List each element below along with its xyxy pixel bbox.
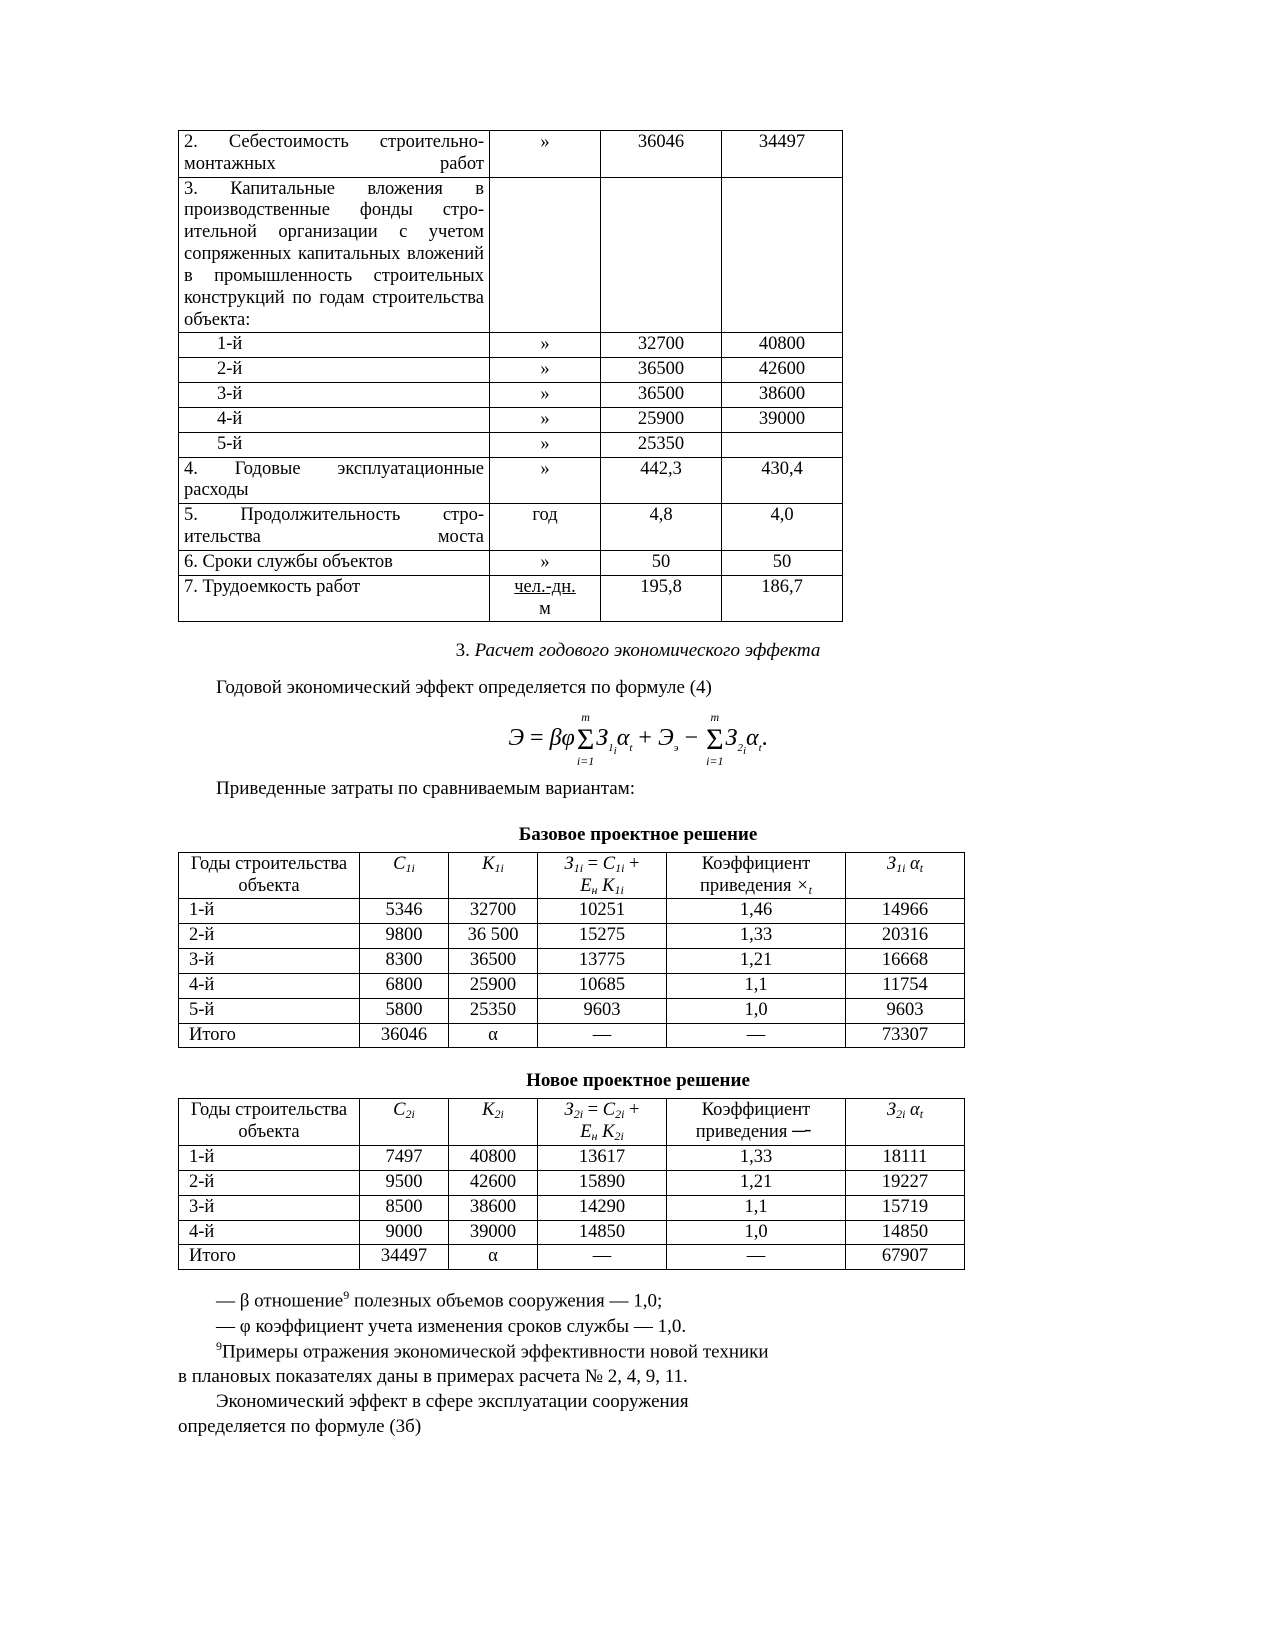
base-table-caption: Базовое проектное решение <box>518 823 758 845</box>
table-header-row <box>179 852 965 899</box>
row-value-base: 50 <box>601 550 722 575</box>
row-value-new: 39000 <box>722 407 843 432</box>
header-k: $K_{2i}$ <box>449 1099 538 1146</box>
row-value-new: 34497 <box>722 131 843 178</box>
cell-year: 5-й <box>179 998 360 1023</box>
table-row <box>179 177 843 333</box>
cell-year: 1-й <box>179 899 360 924</box>
cell-total-k: α <box>449 1023 538 1048</box>
cell-total-label: Итого <box>179 1023 360 1048</box>
row-value-base: 4,8 <box>601 504 722 551</box>
cell-k: 25900 <box>449 973 538 998</box>
row-label: 7. Трудоемкость работ <box>179 575 490 622</box>
footnote-marker: 9 <box>216 1338 222 1353</box>
cell-year: 2-й <box>179 924 360 949</box>
header-z: $З_{1i} = C_{1i}$ + $Е_н$ $K_{1i}$ <box>538 852 667 899</box>
cell-total-c: 34497 <box>360 1245 449 1270</box>
row-label: 1-й <box>179 333 490 358</box>
table-row <box>179 407 843 432</box>
table-total-row <box>179 1245 965 1270</box>
cell-total-za: 67907 <box>846 1245 965 1270</box>
row-label: 4. Годовые эксплуатационные расходы <box>179 457 490 504</box>
cell-k: 25350 <box>449 998 538 1023</box>
new-table-head <box>179 1099 965 1146</box>
table-row <box>179 1195 965 1220</box>
base-table-head <box>179 852 965 899</box>
table-row <box>179 131 843 178</box>
new-table-body <box>179 1146 965 1270</box>
cell-z: 15275 <box>538 924 667 949</box>
footnote-marker: 9 <box>343 1288 350 1303</box>
header-coef: Коэффициент приведения $\times_t$ <box>667 852 846 899</box>
table-row <box>179 333 843 358</box>
cell-c: 9000 <box>360 1220 449 1245</box>
row-value-base <box>601 177 722 333</box>
table-row <box>179 1146 965 1171</box>
intro-paragraph: Годовой экономический эффект определяется по формуле (4) <box>216 677 712 699</box>
new-solution-table <box>178 1098 965 1270</box>
header-c: $C_{1i}$ <box>360 852 449 899</box>
cell-coef: 1,0 <box>667 1220 846 1245</box>
new-table-caption: Новое проектное решение <box>526 1070 750 1092</box>
row-label: 2. Себестоимость строительно-монтажных работ <box>179 131 490 178</box>
cell-za: 9603 <box>846 998 965 1023</box>
cell-total-coef: — <box>667 1023 846 1048</box>
cell-total-coef: — <box>667 1245 846 1270</box>
section-number: 3. <box>455 640 470 662</box>
closing-paragraph-continuation: определяется по формуле (3б) <box>178 1416 422 1438</box>
table-row <box>179 432 843 457</box>
row-value-new: 186,7 <box>722 575 843 622</box>
cell-c: 7497 <box>360 1146 449 1171</box>
base-table-body <box>179 899 965 1048</box>
cell-za: 15719 <box>846 1195 965 1220</box>
row-value-base: 36500 <box>601 358 722 383</box>
cell-za: 16668 <box>846 949 965 974</box>
row-unit: год <box>490 504 601 551</box>
row-unit: » <box>490 383 601 408</box>
header-years: Годы строительства объекта <box>179 852 360 899</box>
header-c: $C_{2i}$ <box>360 1099 449 1146</box>
footnote-text: Примеры отражения экономической эффективности новой техники <box>222 1341 769 1362</box>
cell-year: 3-й <box>179 1195 360 1220</box>
cell-coef: 1,33 <box>667 924 846 949</box>
cell-coef: 1,1 <box>667 1195 846 1220</box>
cell-za: 11754 <box>846 973 965 998</box>
cell-z: 10685 <box>538 973 667 998</box>
cell-za: 14850 <box>846 1220 965 1245</box>
header-coef: Коэффициент приведения ─╴ <box>667 1099 846 1146</box>
cell-total-z: — <box>538 1245 667 1270</box>
header-years: Годы строительства объекта <box>179 1099 360 1146</box>
row-unit: » <box>490 432 601 457</box>
cell-z: 13775 <box>538 949 667 974</box>
row-value-base: 25350 <box>601 432 722 457</box>
cell-coef: 1,1 <box>667 973 846 998</box>
footnote-continuation: в плановых показателях даны в примерах расчета № 2, 4, 9, 11. <box>178 1366 688 1388</box>
row-label: 2-й <box>179 358 490 383</box>
cell-c: 8500 <box>360 1195 449 1220</box>
table-row <box>179 575 843 622</box>
cell-z: 14290 <box>538 1195 667 1220</box>
cell-year: 1-й <box>179 1146 360 1171</box>
cell-k: 39000 <box>449 1220 538 1245</box>
section-heading <box>178 640 1098 662</box>
cell-c: 9800 <box>360 924 449 949</box>
table-row <box>179 949 965 974</box>
row-label: 5-й <box>179 432 490 457</box>
table-row <box>179 383 843 408</box>
cell-z: 14850 <box>538 1220 667 1245</box>
sigma-icon: Σ m i=1 <box>706 710 724 769</box>
row-value-base: 32700 <box>601 333 722 358</box>
table-row <box>179 998 965 1023</box>
row-label: 6. Сроки службы объектов <box>179 550 490 575</box>
document-page <box>178 130 1098 1439</box>
formula-main: Э = βφΣ m i=1 $З_{1_i}\alpha_t + Э_э - \Sigma$ m i=1 $З_{2_i}\alpha_t$. <box>508 710 768 769</box>
table-row <box>179 899 965 924</box>
row-value-new: 430,4 <box>722 457 843 504</box>
row-unit: » <box>490 457 601 504</box>
row-unit-main: чел.-дн. <box>514 576 576 597</box>
cell-za: 18111 <box>846 1146 965 1171</box>
row-value-new: 42600 <box>722 358 843 383</box>
cell-za: 20316 <box>846 924 965 949</box>
cell-z: 13617 <box>538 1146 667 1171</box>
cell-z: 9603 <box>538 998 667 1023</box>
base-solution-table <box>178 852 965 1049</box>
cell-k: 36500 <box>449 949 538 974</box>
table-row <box>179 924 965 949</box>
row-unit: » <box>490 131 601 178</box>
cell-k: 36 500 <box>449 924 538 949</box>
cell-coef: 1,21 <box>667 1170 846 1195</box>
row-label: 3. Капитальные вложения в производственные фонды стро-ительной организации с учетом сопряженных капитальных вложений в промышленность строительных конструкций по годам строительства объекта: <box>179 177 490 333</box>
table-row <box>179 550 843 575</box>
cell-k: 38600 <box>449 1195 538 1220</box>
cell-k: 40800 <box>449 1146 538 1171</box>
note-beta <box>178 1288 1098 1313</box>
cell-total-k: α <box>449 1245 538 1270</box>
row-unit: » <box>490 333 601 358</box>
row-value-base: 36500 <box>601 383 722 408</box>
row-value-base: 25900 <box>601 407 722 432</box>
notes-block <box>178 1288 1098 1439</box>
row-unit <box>490 177 601 333</box>
cell-year: 3-й <box>179 949 360 974</box>
cell-c: 8300 <box>360 949 449 974</box>
footnote-line <box>178 1339 1098 1364</box>
table-total-row <box>179 1023 965 1048</box>
row-value-new: 40800 <box>722 333 843 358</box>
cell-k: 32700 <box>449 899 538 924</box>
header-za: $З_{2i}$ $\alpha_t$ <box>846 1099 965 1146</box>
row-label: 4-й <box>179 407 490 432</box>
table-row <box>179 1220 965 1245</box>
row-label: 3-й <box>179 383 490 408</box>
cell-z: 15890 <box>538 1170 667 1195</box>
note-beta-rest: полезных объемов сооружения — 1,0; <box>349 1290 663 1312</box>
header-k: $K_{1i}$ <box>449 852 538 899</box>
note-beta-text: — β отношение <box>216 1290 344 1312</box>
row-unit: » <box>490 358 601 383</box>
cell-c: 5346 <box>360 899 449 924</box>
row-unit <box>490 575 601 622</box>
cell-k: 42600 <box>449 1170 538 1195</box>
cell-coef: 1,0 <box>667 998 846 1023</box>
header-za: $З_{1i}$ $\alpha_t$ <box>846 852 965 899</box>
cell-total-za: 73307 <box>846 1023 965 1048</box>
note-phi: — φ коэффициент учета изменения сроков службы — 1,0. <box>216 1315 687 1337</box>
indicators-table-body <box>179 131 843 622</box>
row-value-new: 38600 <box>722 383 843 408</box>
header-z: $З_{2i} = C_{2i}$ + $Е_н$ $K_{2i}$ <box>538 1099 667 1146</box>
table-header-row <box>179 1099 965 1146</box>
after-formula-paragraph: Приведенные затраты по сравниваемым вариантам: <box>216 778 635 800</box>
row-value-new <box>722 177 843 333</box>
cell-z: 10251 <box>538 899 667 924</box>
indicators-table <box>178 130 843 622</box>
cell-coef: 1,33 <box>667 1146 846 1171</box>
cell-coef: 1,21 <box>667 949 846 974</box>
cell-c: 6800 <box>360 973 449 998</box>
cell-year: 4-й <box>179 1220 360 1245</box>
row-unit: » <box>490 407 601 432</box>
row-value-new: 50 <box>722 550 843 575</box>
table-row <box>179 457 843 504</box>
cell-za: 19227 <box>846 1170 965 1195</box>
cell-total-label: Итого <box>179 1245 360 1270</box>
table-row <box>179 1170 965 1195</box>
cell-year: 4-й <box>179 973 360 998</box>
row-unit-sub: м <box>539 598 551 619</box>
cell-total-c: 36046 <box>360 1023 449 1048</box>
row-value-base: 36046 <box>601 131 722 178</box>
table-row <box>179 504 843 551</box>
table-row <box>179 358 843 383</box>
cell-coef: 1,46 <box>667 899 846 924</box>
cell-year: 2-й <box>179 1170 360 1195</box>
row-value-base: 442,3 <box>601 457 722 504</box>
row-value-new: 4,0 <box>722 504 843 551</box>
row-unit: » <box>490 550 601 575</box>
row-value-base: 195,8 <box>601 575 722 622</box>
row-value-new <box>722 432 843 457</box>
cell-c: 5800 <box>360 998 449 1023</box>
cell-za: 14966 <box>846 899 965 924</box>
cell-total-z: — <box>538 1023 667 1048</box>
table-row <box>179 973 965 998</box>
sigma-icon: Σ m i=1 <box>576 710 595 769</box>
cell-c: 9500 <box>360 1170 449 1195</box>
section-title: Расчет годового экономического эффекта <box>474 640 821 662</box>
row-label: 5. Продолжительность стро-ительства моста <box>179 504 490 551</box>
closing-paragraph: Экономический эффект в сфере эксплуатации сооружения <box>216 1391 689 1413</box>
